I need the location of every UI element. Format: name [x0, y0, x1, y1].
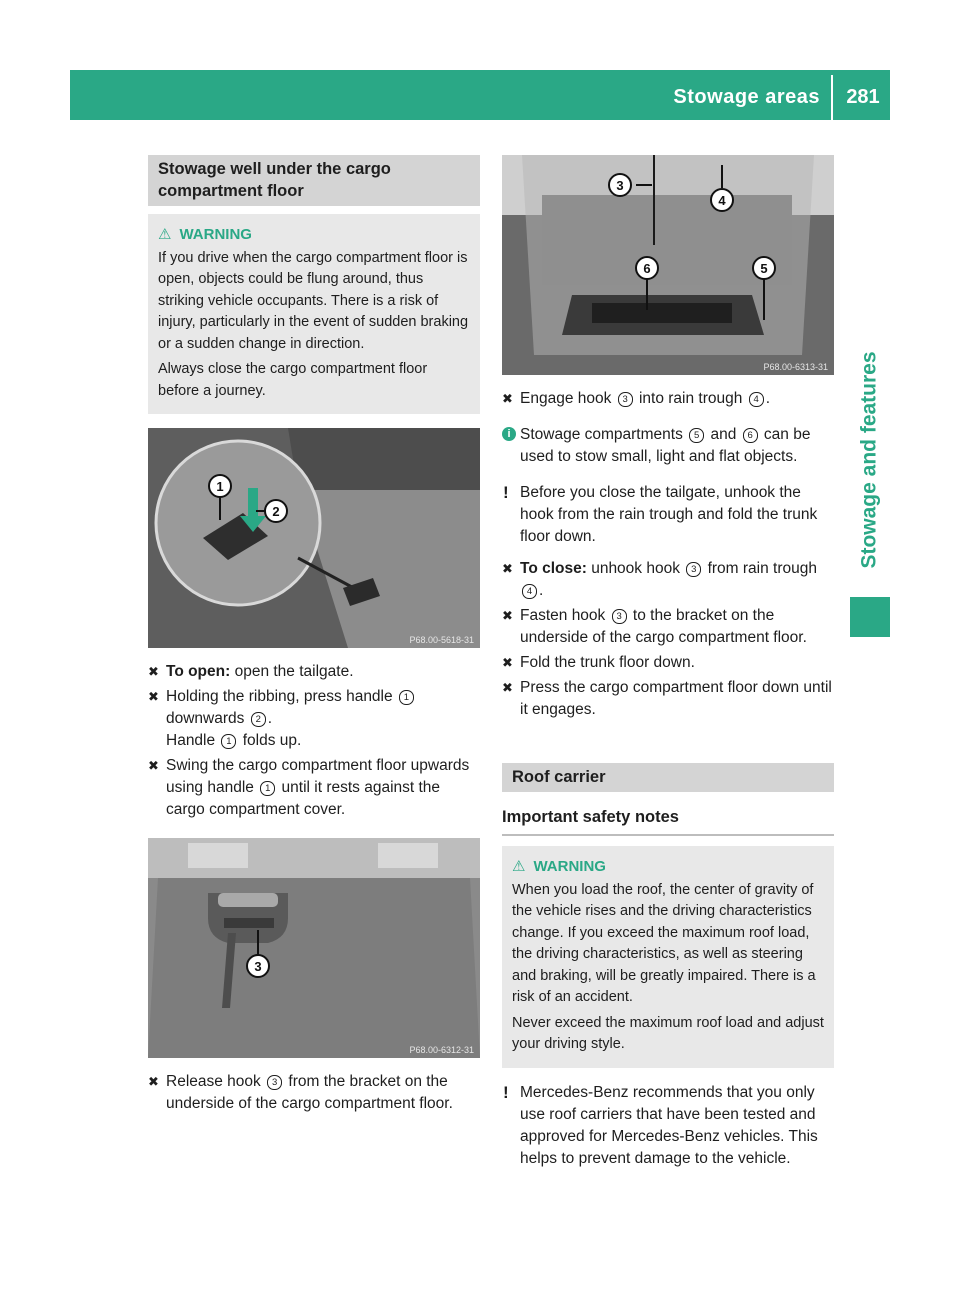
step-text: Fold the trunk floor down. — [520, 654, 695, 671]
warning-triangle-icon: ⚠ — [512, 858, 526, 875]
ref-1: 1 — [221, 734, 236, 749]
exclamation-icon: ! — [503, 483, 509, 502]
warning-paragraph: Always close the cargo compartment floor before a journey. — [158, 361, 428, 399]
left-column — [148, 155, 480, 1118]
caution-note-roof-carriers — [502, 1082, 834, 1170]
step-text: Handle — [166, 732, 220, 749]
step-to-open — [148, 661, 480, 683]
subsection-title-safety-notes: Important safety notes — [502, 806, 834, 836]
step-text: . — [539, 582, 544, 599]
ref-4: 4 — [749, 392, 764, 407]
step-arrow-icon: ✖ — [502, 655, 513, 670]
step-text: to the bracket on the underside of the cargo compartment floor. — [520, 607, 807, 646]
image-reference: P68.00-6312-31 — [409, 1045, 474, 1055]
warning-box-roof-load — [502, 846, 834, 1068]
ref-2: 2 — [251, 712, 266, 727]
exclamation-icon: ! — [503, 1082, 509, 1102]
caution-note-tailgate — [502, 482, 834, 548]
photo-cargo-floor-handle — [148, 428, 480, 648]
warning-title — [512, 856, 824, 878]
image-reference: P68.00-5618-31 — [409, 635, 474, 645]
step-text: open the tailgate. — [230, 663, 354, 680]
side-tab-label — [848, 330, 892, 590]
note-text: Mercedes-Benz recommends that you only use roof carriers that have been tested and approved for Mercedes-Benz vehicles. This helps to prevent damage to the vehicle. — [520, 1083, 818, 1167]
note-text: and — [706, 426, 741, 443]
step-text: Fasten hook — [520, 607, 610, 624]
callout-6: 6 — [643, 261, 651, 276]
section-title-stowage-well: Stowage well under the cargo compartment floor — [148, 155, 480, 206]
note-text: Before you close the tailgate, unhook the hook from the rain trough and fold the trunk floor down. — [520, 484, 818, 545]
warning-title-text: WARNING — [179, 226, 252, 243]
header-title: Stowage areas — [673, 86, 820, 108]
step-text: until it rests against the cargo compartment cover. — [166, 779, 441, 818]
step-press-floor — [502, 677, 834, 721]
ref-1: 1 — [260, 781, 275, 796]
info-note — [502, 424, 834, 468]
step-arrow-icon: ✖ — [502, 608, 513, 623]
image-reference: P68.00-6313-31 — [763, 362, 828, 372]
warning-paragraph: Never exceed the maximum roof load and adjust your driving style. — [512, 1014, 824, 1052]
step-text: . — [765, 390, 770, 407]
step-text: . — [267, 710, 273, 727]
note-text: can be used to stow small, light and flat objects. — [520, 426, 811, 465]
ref-6: 6 — [743, 428, 758, 443]
step-label: To open: — [166, 663, 231, 680]
step-arrow-icon: ✖ — [502, 561, 513, 576]
step-text: unhook hook — [586, 560, 685, 577]
step-fold-floor — [502, 652, 834, 674]
page-number: 281 — [846, 86, 880, 108]
callout-2: 2 — [272, 504, 280, 519]
step-text: Swing the cargo compartment floor upwards using handle — [166, 757, 470, 796]
step-text: from rain trough — [703, 560, 817, 577]
step-text: Press the cargo compartment floor down until it engages. — [520, 679, 832, 718]
callout-3: 3 — [254, 959, 262, 974]
side-tab-text: Stowage and features — [858, 351, 881, 569]
step-release-hook — [148, 1071, 480, 1115]
step-swing-floor — [148, 755, 480, 821]
info-icon: i — [502, 427, 516, 441]
step-text: Release hook — [166, 1073, 266, 1090]
step-fasten-hook — [502, 605, 834, 649]
warning-triangle-icon: ⚠ — [158, 226, 172, 243]
callout-3: 3 — [616, 178, 624, 193]
step-text: downwards — [166, 710, 249, 727]
ref-4: 4 — [522, 584, 537, 599]
step-to-close — [502, 558, 834, 602]
section-title-roof-carrier: Roof carrier — [502, 763, 834, 792]
step-arrow-icon: ✖ — [502, 680, 513, 695]
callout-5: 5 — [760, 261, 768, 276]
photo-cargo-floor-hook — [148, 838, 480, 1058]
ref-3: 3 — [686, 562, 701, 577]
ref-3: 3 — [612, 609, 627, 624]
step-text: Engage hook — [520, 390, 616, 407]
callout-4: 4 — [718, 193, 726, 208]
step-press-handle — [148, 686, 480, 752]
step-text: folds up. — [238, 732, 302, 749]
photo-stowage-compartments — [502, 155, 834, 375]
warning-title-text: WARNING — [533, 858, 606, 875]
step-arrow-icon: ✖ — [148, 1074, 159, 1089]
ref-3: 3 — [618, 392, 633, 407]
warning-paragraph: When you load the roof, the center of gravity of the vehicle rises and the driving characteristics change. If you exceed the maximum roof load, the driving characteristics, as well as steering and braking, will be greatly impaired. There is a risk of an accident. — [512, 881, 816, 1005]
header-bar — [70, 70, 890, 120]
step-arrow-icon: ✖ — [502, 391, 513, 406]
right-column — [502, 155, 834, 1176]
step-arrow-icon: ✖ — [148, 758, 159, 773]
step-arrow-icon: ✖ — [148, 664, 159, 679]
header-separator — [831, 75, 833, 120]
warning-box-cargo-floor — [148, 214, 480, 414]
ref-3: 3 — [267, 1075, 282, 1090]
step-text: into rain trough — [634, 390, 747, 407]
step-text: Holding the ribbing, press handle — [166, 688, 397, 705]
warning-title — [158, 224, 470, 246]
note-text: Stowage compartments — [520, 426, 688, 443]
ref-5: 5 — [689, 428, 704, 443]
step-engage-hook — [502, 388, 834, 410]
step-label: To close: — [520, 560, 587, 577]
ref-1: 1 — [399, 690, 414, 705]
step-arrow-icon: ✖ — [148, 689, 159, 704]
warning-paragraph: If you drive when the cargo compartment floor is open, objects could be flung around, thus striking vehicle occupants. There is a risk of injury, particularly in the event of sudden braking or a sudden change in direction. — [158, 249, 469, 352]
side-tab-marker — [850, 597, 890, 637]
callout-1: 1 — [216, 479, 224, 494]
step-text: from the bracket on the underside of the cargo compartment floor. — [166, 1073, 453, 1112]
